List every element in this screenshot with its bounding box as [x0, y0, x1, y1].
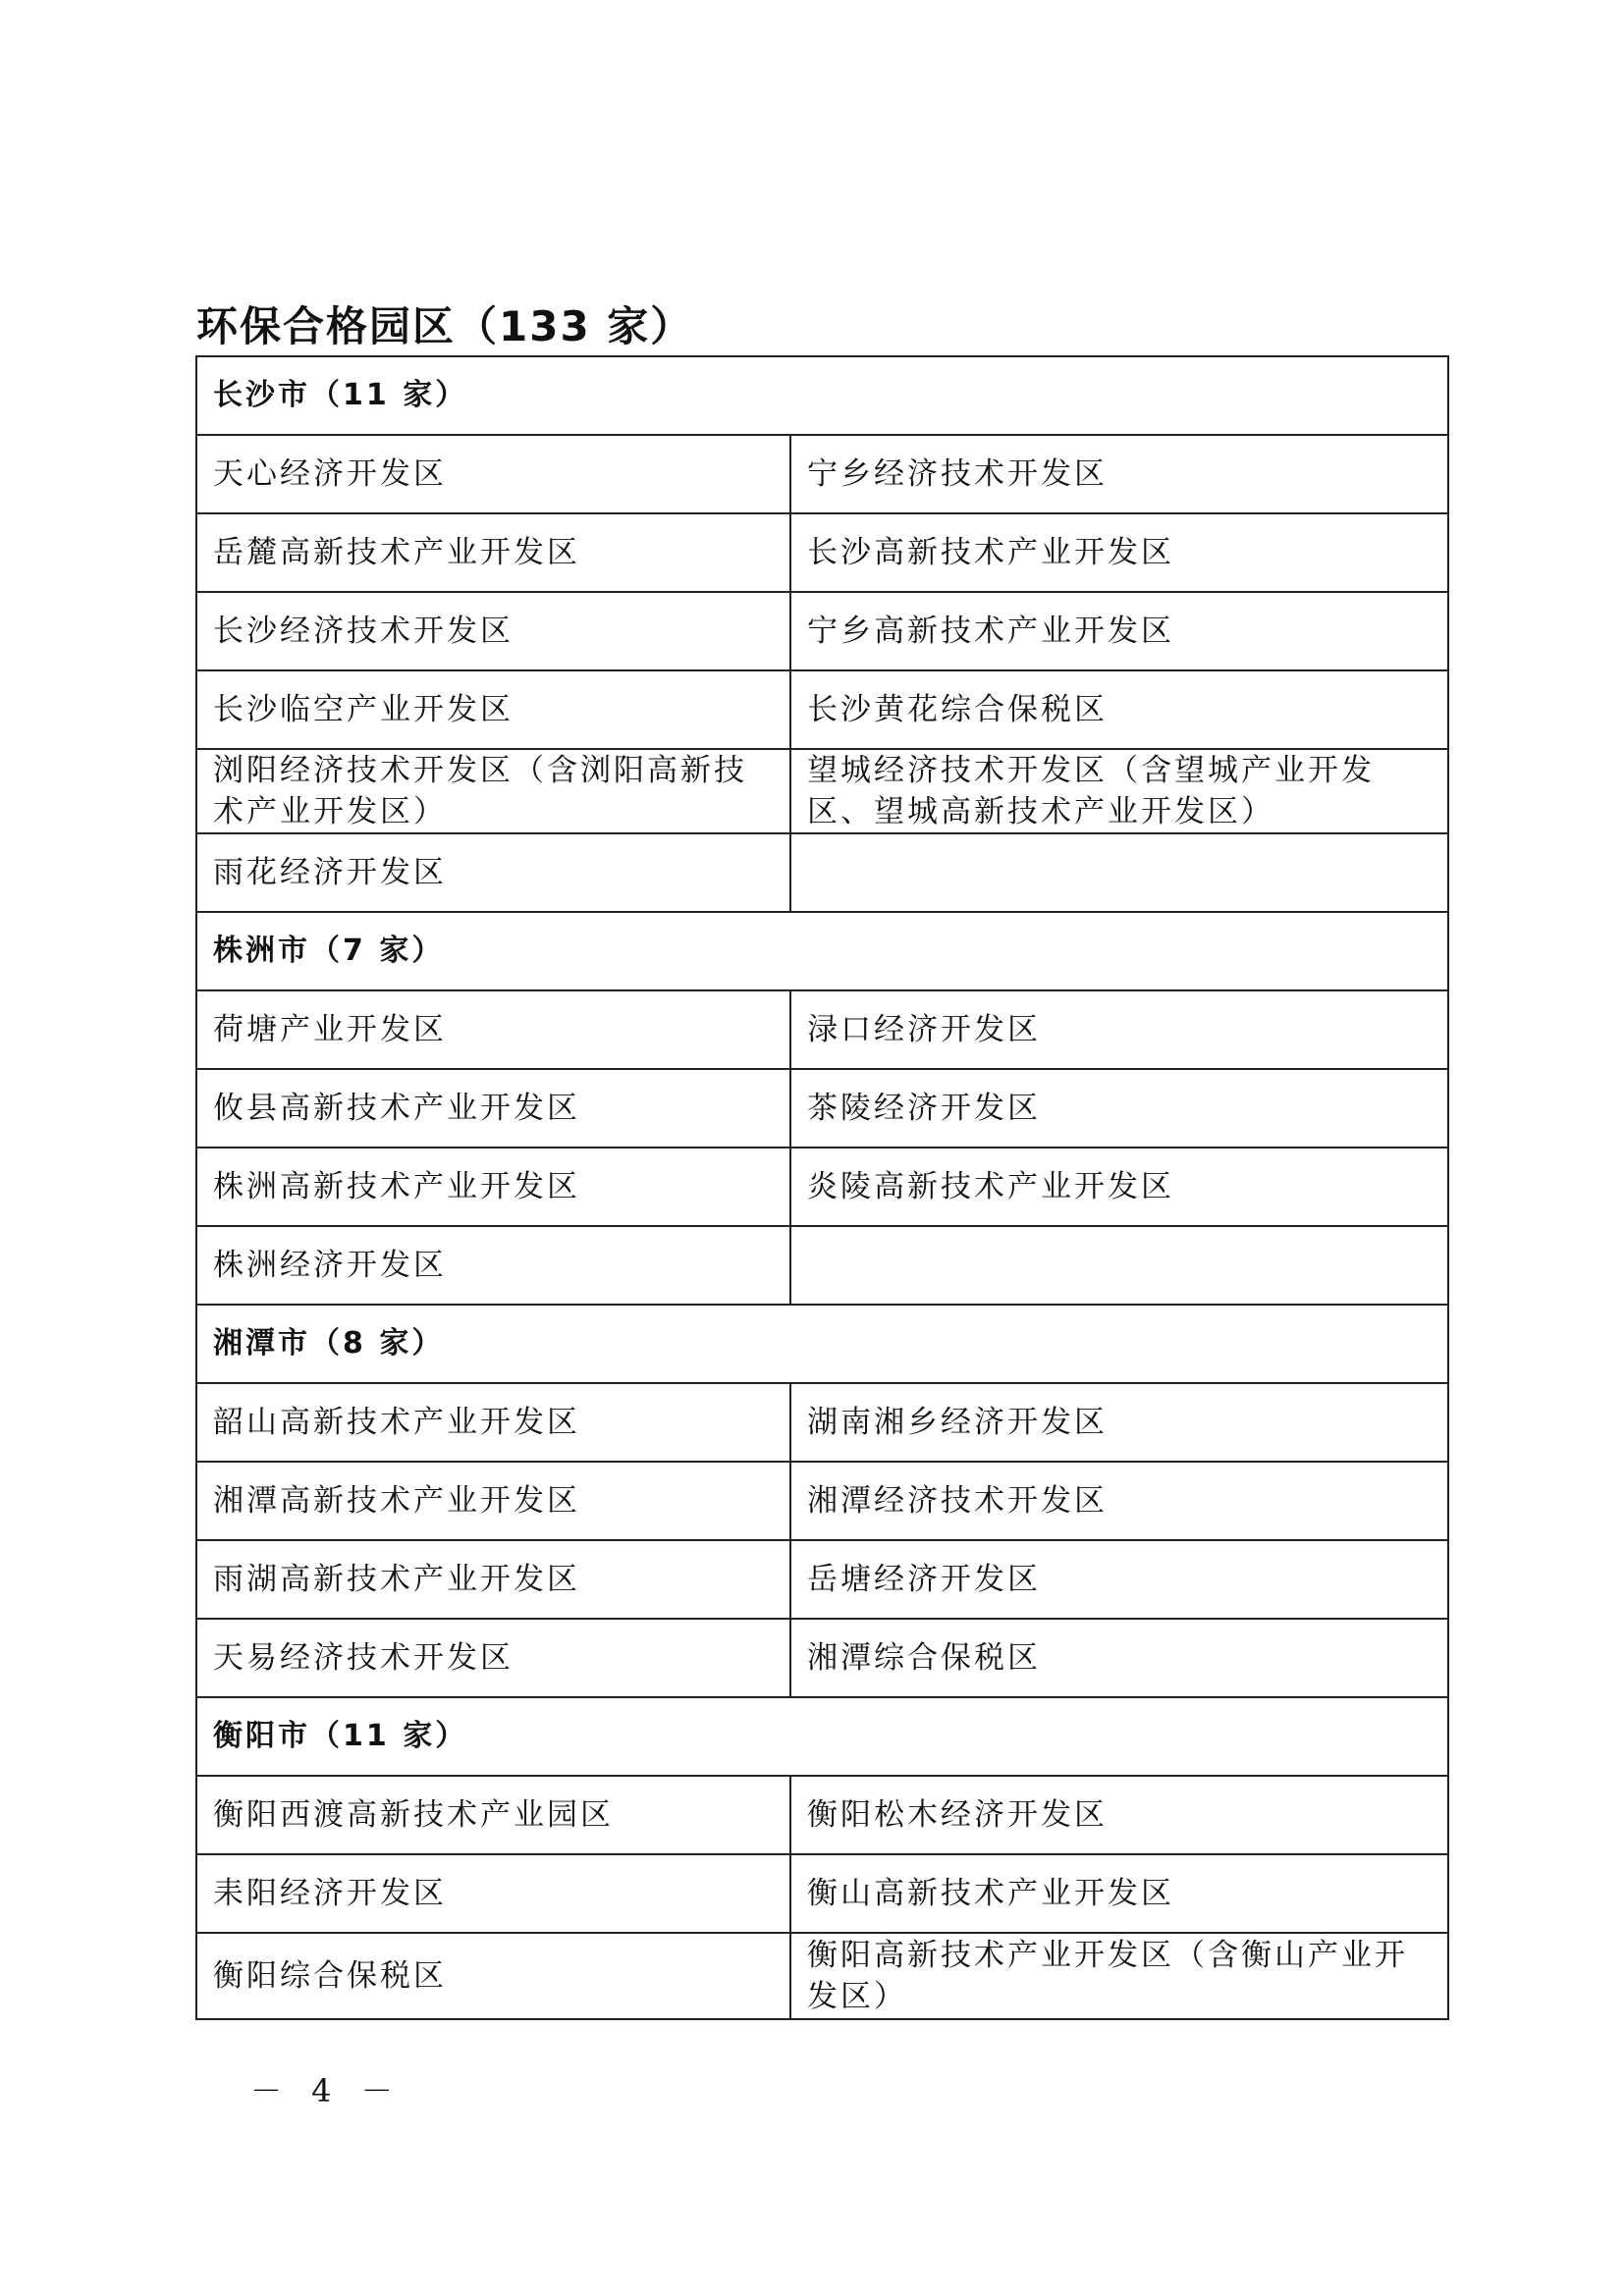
park-cell: 长沙临空产业开发区 — [196, 670, 790, 749]
park-cell: 炎陵高新技术产业开发区 — [790, 1148, 1448, 1226]
park-cell: 株洲经济开发区 — [196, 1226, 790, 1305]
park-cell: 衡阳高新技术产业开发区（含衡山产业开发区） — [790, 1933, 1448, 2019]
city-header-zhuzhou: 株洲市（7 家） — [196, 912, 1448, 990]
park-cell — [790, 833, 1448, 912]
table-row — [196, 1854, 1448, 1933]
city-header-hengyang: 衡阳市（11 家） — [196, 1697, 1448, 1776]
city-header-row — [196, 356, 1448, 435]
park-cell: 攸县高新技术产业开发区 — [196, 1069, 790, 1148]
table-row — [196, 1226, 1448, 1305]
table-row — [196, 1069, 1448, 1148]
park-cell — [790, 1226, 1448, 1305]
park-cell: 天易经济技术开发区 — [196, 1619, 790, 1697]
table-row — [196, 1148, 1448, 1226]
park-cell: 湖南湘乡经济开发区 — [790, 1383, 1448, 1462]
park-cell: 韶山高新技术产业开发区 — [196, 1383, 790, 1462]
park-cell: 茶陵经济开发区 — [790, 1069, 1448, 1148]
park-cell: 长沙经济技术开发区 — [196, 592, 790, 670]
page-title: 环保合格园区（133 家） — [196, 302, 694, 350]
table-row — [196, 1540, 1448, 1619]
table-row — [196, 749, 1448, 833]
table-row — [196, 592, 1448, 670]
city-header-xiangtan: 湘潭市（8 家） — [196, 1305, 1448, 1383]
park-cell: 长沙黄花综合保税区 — [790, 670, 1448, 749]
table-row — [196, 1383, 1448, 1462]
park-cell: 浏阳经济技术开发区（含浏阳高新技术产业开发区） — [196, 749, 790, 833]
park-cell: 宁乡高新技术产业开发区 — [790, 592, 1448, 670]
city-header-row — [196, 1697, 1448, 1776]
park-cell: 衡阳综合保税区 — [196, 1933, 790, 2019]
park-cell: 天心经济开发区 — [196, 435, 790, 513]
park-cell: 衡山高新技术产业开发区 — [790, 1854, 1448, 1933]
table-row — [196, 1462, 1448, 1540]
table-row — [196, 670, 1448, 749]
park-cell: 衡阳松木经济开发区 — [790, 1776, 1448, 1854]
city-header-row — [196, 912, 1448, 990]
city-header-row — [196, 1305, 1448, 1383]
park-cell: 宁乡经济技术开发区 — [790, 435, 1448, 513]
park-cell: 湘潭高新技术产业开发区 — [196, 1462, 790, 1540]
city-header-changsha: 长沙市（11 家） — [196, 356, 1448, 435]
table-row — [196, 435, 1448, 513]
park-cell: 雨湖高新技术产业开发区 — [196, 1540, 790, 1619]
table-row — [196, 990, 1448, 1069]
park-cell: 衡阳西渡高新技术产业园区 — [196, 1776, 790, 1854]
park-cell: 荷塘产业开发区 — [196, 990, 790, 1069]
park-cell: 岳塘经济开发区 — [790, 1540, 1448, 1619]
park-cell: 渌口经济开发区 — [790, 990, 1448, 1069]
table-row — [196, 1619, 1448, 1697]
page-number: － 4 － — [250, 2072, 403, 2109]
table-row — [196, 513, 1448, 592]
table-row — [196, 1933, 1448, 2019]
park-table — [195, 355, 1449, 2020]
park-cell: 株洲高新技术产业开发区 — [196, 1148, 790, 1226]
park-cell: 雨花经济开发区 — [196, 833, 790, 912]
park-cell: 湘潭经济技术开发区 — [790, 1462, 1448, 1540]
park-cell: 湘潭综合保税区 — [790, 1619, 1448, 1697]
park-cell: 岳麓高新技术产业开发区 — [196, 513, 790, 592]
table-row — [196, 833, 1448, 912]
park-cell: 长沙高新技术产业开发区 — [790, 513, 1448, 592]
park-cell: 耒阳经济开发区 — [196, 1854, 790, 1933]
park-cell: 望城经济技术开发区（含望城产业开发区、望城高新技术产业开发区） — [790, 749, 1448, 833]
table-row — [196, 1776, 1448, 1854]
